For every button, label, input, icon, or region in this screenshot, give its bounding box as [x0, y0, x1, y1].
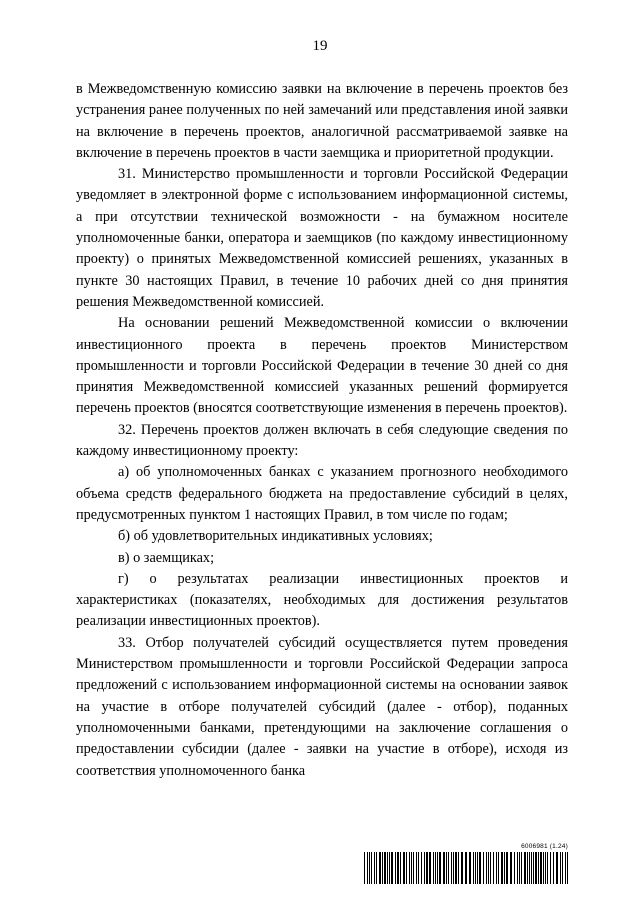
- page-number: 19: [312, 38, 328, 54]
- document-stamp: [364, 843, 568, 885]
- paragraph: 33. Отбор получателей субсидий осуществляется путем проведения Министерством промышленности и торговли Российской Федерации запроса предложений с использованием информационной системы на основании заявок на участие в отборе получателей субсидий (далее - отбор), поданных уполномоченными банками, претендующими на заключение соглашения о предоставлении субсидии (далее - заявки на участие в отборе), исходя из соответствия уполномоченного банка: [76, 634, 568, 779]
- paragraph: 31. Министерство промышленности и торговли Российской Федерации уведомляет в электронной форме с использованием информационной системы, а при отсутствии технической возможности - на бумажном носителе уполномоченные банки, оператора и заемщиков (по каждому инвестиционному проекту) о принятых Межведомственной комиссией решениях, указанных в пункте 30 настоящих Правил, в течение 10 рабочих дней со дня принятия решения Межведомственной комиссией.: [76, 166, 568, 310]
- paragraph: На основании решений Межведомственной комиссии о включении инвестиционного проекта в перечень проектов Министерством промышленности и торговли Российской Федерации в течение 30 дней со дня принятия Межведомственной комиссией указанных решений формируется перечень проектов (вносятся соответствующие изменения в перечень проектов).: [76, 315, 568, 417]
- barcode-icon: [364, 852, 568, 884]
- list-item: б) об удовлетворительных индикативных условиях;: [118, 528, 433, 545]
- list-item: а) об уполномоченных банках с указанием прогнозного необходимого объема средств федерального бюджета на предоставление субсидий в целях, предусмотренных пунктом 1 настоящих Правил, в том числе по годам;: [76, 464, 568, 523]
- body-text: [76, 79, 568, 782]
- paragraph: 32. Перечень проектов должен включать в себя следующие сведения по каждому инвестиционному проекту:: [76, 421, 568, 460]
- list-item: в) о заемщиках;: [118, 549, 215, 566]
- paragraph: в Межведомственную комиссию заявки на включение в перечень проектов без устранения ранее полученных по ней замечаний или представления иной заявки на включение в перечень проектов, аналогичной рассматриваемой заявке на включение в перечень проектов в части заемщика и приоритетной продукции.: [76, 81, 568, 161]
- list-item: г) о результатах реализации инвестиционных проектов и характеристиках (показателях, необходимых для достижения результатов реализации инвестиционных проектов).: [76, 570, 568, 630]
- stamp-code: 6006981 (1.24): [521, 843, 568, 850]
